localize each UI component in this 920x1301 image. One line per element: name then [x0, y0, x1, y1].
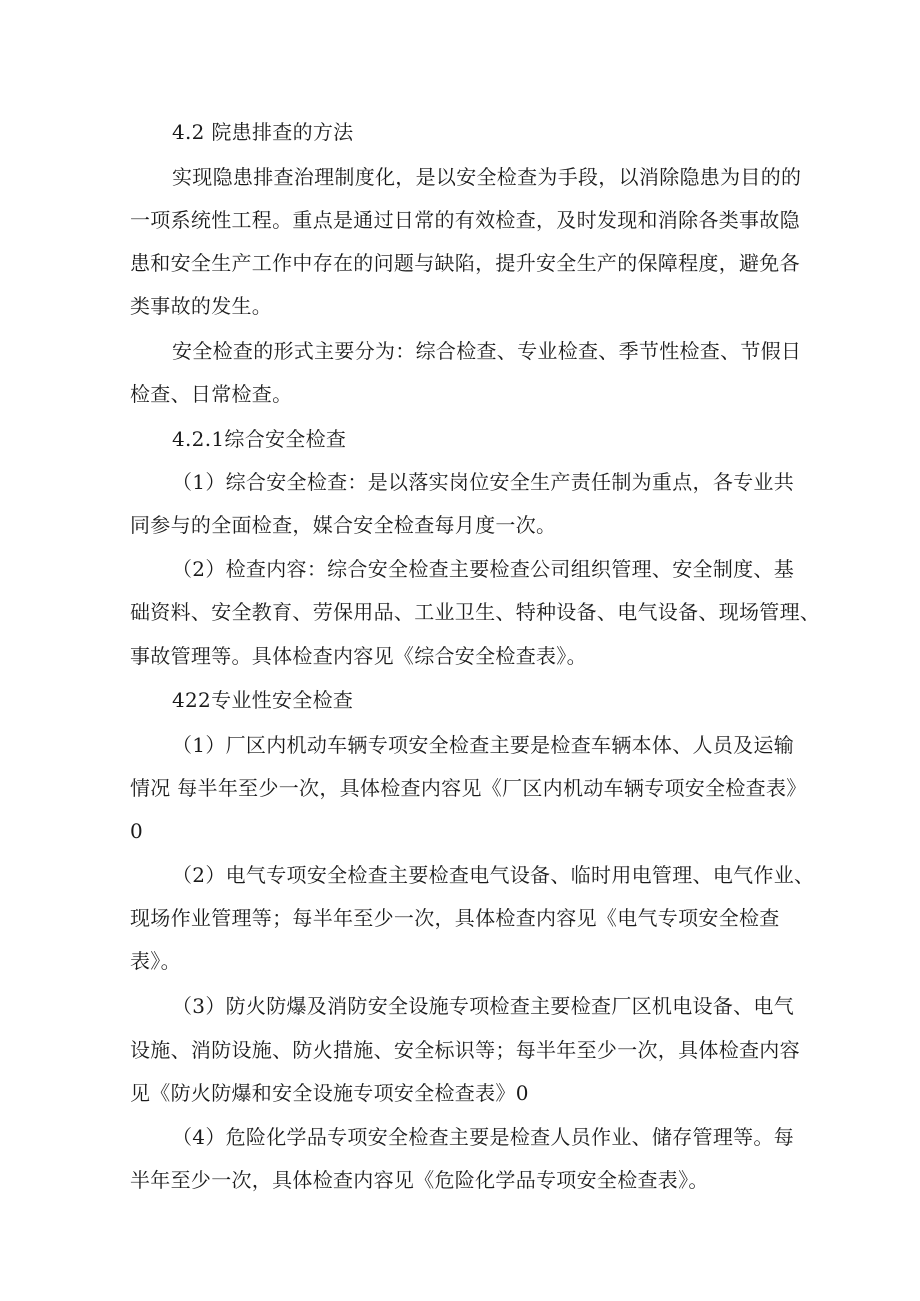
paragraph-line: 见《防火防爆和安全设施专项安全检查表》0 — [130, 1081, 529, 1105]
paragraph-line: （2）检查内容：综合安全检查主要检查公司组织管理、安全制度、基 — [172, 557, 795, 581]
paragraph-line: 情况 每半年至少一次，具体检查内容见《厂区内机动车辆专项安全检查表》 — [130, 776, 807, 800]
paragraph-line: 现场作业管理等；每半年至少一次，具体检查内容见《电气专项安全检查 — [130, 906, 780, 930]
section-heading-4-2-1: 4.2.1综合安全检查 — [172, 427, 347, 451]
paragraph-line: （2）电气专项安全检查主要检查电气设备、临时用电管理、电气作业、 — [172, 863, 815, 887]
paragraph-line: 一项系统性工程。重点是通过日常的有效检查，及时发现和消除各类事故隐 — [130, 208, 800, 232]
paragraph-line: 0 — [130, 819, 144, 843]
paragraph-line: 事故管理等。具体检查内容见《综合安全检查表》。 — [130, 644, 587, 668]
section-heading-4-2: 4.2 院患排查的方法 — [172, 120, 354, 144]
paragraph-line: 半年至少一次，具体检查内容见《危险化学品专项安全检查表》。 — [130, 1168, 709, 1192]
paragraph-line: 检查、日常检查。 — [130, 382, 293, 406]
paragraph-line: 表》。 — [130, 949, 181, 973]
paragraph-line: 安全检查的形式主要分为：综合检查、专业检查、季节性检查、节假日 — [172, 339, 802, 363]
section-heading-4-2-2: 422专业性安全检查 — [172, 688, 354, 712]
paragraph-line: （1）综合安全检查：是以落实岗位安全生产责任制为重点，各专业共 — [172, 470, 795, 494]
paragraph-line: （3）防火防爆及消防安全设施专项检查主要检查厂区机电设备、电气 — [172, 994, 795, 1018]
paragraph-line: （1）厂区内机动车辆专项安全检查主要是检查车辆本体、人员及运输 — [172, 733, 795, 757]
paragraph-line: 患和安全生产工作中存在的问题与缺陷，提升安全生产的保障程度，避免各 — [130, 251, 800, 275]
paragraph-line: 实现隐患排查治理制度化，是以安全检查为手段，以消除隐患为目的的 — [172, 165, 802, 189]
paragraph-line: 础资料、安全教育、劳保用品、工业卫生、特种设备、电气设备、现场管理、 — [130, 600, 821, 624]
paragraph-line: 设施、消防设施、防火措施、安全标识等；每半年至少一次，具体检查内容 — [130, 1038, 800, 1062]
paragraph-line: 类事故的发生。 — [130, 294, 273, 318]
paragraph-line: 同参与的全面检查，媒合安全检查每月度一次。 — [130, 513, 557, 537]
paragraph-line: （4）危险化学品专项安全检查主要是检查人员作业、储存管理等。每 — [172, 1125, 795, 1149]
